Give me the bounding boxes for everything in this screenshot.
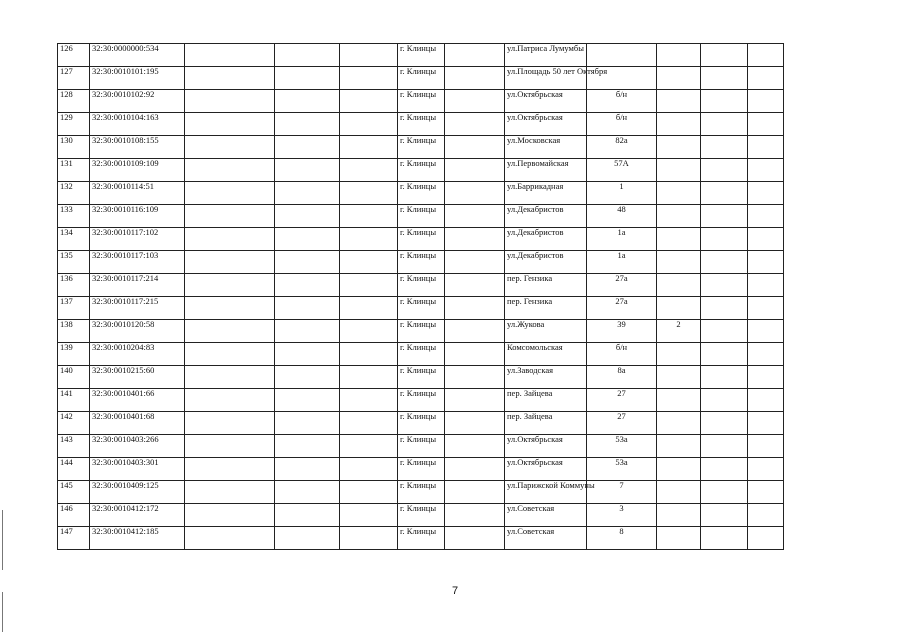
- table-row: [58, 228, 784, 251]
- registry-table: [57, 43, 784, 550]
- empty-cell: [340, 458, 398, 481]
- empty-cell: [275, 44, 340, 67]
- empty-cell: [701, 435, 748, 458]
- empty-cell: [185, 159, 275, 182]
- empty-cell: [340, 527, 398, 550]
- empty-cell: [701, 44, 748, 67]
- empty-cell: [701, 113, 748, 136]
- empty-cell: [185, 320, 275, 343]
- empty-cell: [275, 251, 340, 274]
- empty-cell: [185, 205, 275, 228]
- cadastral-number: 32:30:0010412:185: [90, 527, 185, 550]
- table-row: [58, 90, 784, 113]
- house-number-cell: б/н: [587, 113, 657, 136]
- city-cell: г. Клинцы: [398, 458, 445, 481]
- table-row: [58, 251, 784, 274]
- extra-cell: [657, 251, 701, 274]
- house-number-cell: 8а: [587, 366, 657, 389]
- street-cell: ул.Площадь 50 лет Октября: [505, 67, 587, 90]
- empty-cell: [275, 297, 340, 320]
- empty-cell: [185, 435, 275, 458]
- empty-cell: [275, 228, 340, 251]
- table-row: [58, 44, 784, 67]
- empty-cell: [445, 251, 505, 274]
- table-row: [58, 113, 784, 136]
- extra-cell: [657, 90, 701, 113]
- cadastral-number: 32:30:0010114:51: [90, 182, 185, 205]
- house-number-cell: 48: [587, 205, 657, 228]
- cadastral-number: 32:30:0000000:534: [90, 44, 185, 67]
- empty-cell: [748, 113, 784, 136]
- empty-cell: [748, 504, 784, 527]
- cadastral-number: 32:30:0010403:301: [90, 458, 185, 481]
- house-number-cell: 39: [587, 320, 657, 343]
- street-cell: ул.Баррикадная: [505, 182, 587, 205]
- table-row: [58, 343, 784, 366]
- empty-cell: [445, 458, 505, 481]
- empty-cell: [748, 228, 784, 251]
- street-cell: ул.Советская: [505, 504, 587, 527]
- row-number: 140: [58, 366, 90, 389]
- empty-cell: [340, 412, 398, 435]
- empty-cell: [185, 458, 275, 481]
- empty-cell: [701, 67, 748, 90]
- house-number-cell: 1а: [587, 251, 657, 274]
- empty-cell: [445, 113, 505, 136]
- extra-cell: [657, 366, 701, 389]
- empty-cell: [748, 481, 784, 504]
- empty-cell: [340, 113, 398, 136]
- extra-cell: [657, 527, 701, 550]
- street-cell: ул.Октябрьская: [505, 90, 587, 113]
- house-number-cell: б/н: [587, 343, 657, 366]
- empty-cell: [445, 90, 505, 113]
- empty-cell: [445, 274, 505, 297]
- house-number-cell: 53а: [587, 458, 657, 481]
- cadastral-number: 32:30:0010403:266: [90, 435, 185, 458]
- table-row: [58, 481, 784, 504]
- empty-cell: [701, 527, 748, 550]
- empty-cell: [701, 366, 748, 389]
- street-cell: ул.Жукова: [505, 320, 587, 343]
- row-number: 132: [58, 182, 90, 205]
- empty-cell: [701, 504, 748, 527]
- empty-cell: [275, 481, 340, 504]
- cadastral-number: 32:30:0010117:215: [90, 297, 185, 320]
- empty-cell: [445, 412, 505, 435]
- empty-cell: [445, 205, 505, 228]
- city-cell: г. Клинцы: [398, 251, 445, 274]
- house-number-cell: 1а: [587, 228, 657, 251]
- empty-cell: [275, 205, 340, 228]
- row-number: 143: [58, 435, 90, 458]
- empty-cell: [185, 412, 275, 435]
- empty-cell: [748, 90, 784, 113]
- empty-cell: [701, 274, 748, 297]
- extra-cell: [657, 228, 701, 251]
- empty-cell: [185, 297, 275, 320]
- empty-cell: [445, 159, 505, 182]
- city-cell: г. Клинцы: [398, 90, 445, 113]
- empty-cell: [185, 527, 275, 550]
- empty-cell: [340, 389, 398, 412]
- cadastral-number: 32:30:0010104:163: [90, 113, 185, 136]
- empty-cell: [275, 90, 340, 113]
- empty-cell: [748, 251, 784, 274]
- row-number: 142: [58, 412, 90, 435]
- city-cell: г. Клинцы: [398, 320, 445, 343]
- empty-cell: [445, 44, 505, 67]
- empty-cell: [185, 44, 275, 67]
- row-number: 131: [58, 159, 90, 182]
- table-row: [58, 320, 784, 343]
- page-number: 7: [451, 585, 459, 597]
- extra-cell: [657, 481, 701, 504]
- street-cell: ул.Парижской Коммуны: [505, 481, 587, 504]
- house-number-cell: 7: [587, 481, 657, 504]
- empty-cell: [748, 67, 784, 90]
- empty-cell: [275, 159, 340, 182]
- empty-cell: [340, 205, 398, 228]
- city-cell: г. Клинцы: [398, 435, 445, 458]
- empty-cell: [275, 182, 340, 205]
- empty-cell: [748, 389, 784, 412]
- empty-cell: [275, 389, 340, 412]
- street-cell: пер. Гензика: [505, 297, 587, 320]
- row-number: 147: [58, 527, 90, 550]
- empty-cell: [701, 320, 748, 343]
- city-cell: г. Клинцы: [398, 136, 445, 159]
- empty-cell: [185, 504, 275, 527]
- row-number: 144: [58, 458, 90, 481]
- cadastral-number: 32:30:0010109:109: [90, 159, 185, 182]
- street-cell: ул.Декабристов: [505, 205, 587, 228]
- cadastral-number: 32:30:0010108:155: [90, 136, 185, 159]
- extra-cell: [657, 343, 701, 366]
- empty-cell: [340, 67, 398, 90]
- extra-cell: [657, 504, 701, 527]
- row-number: 128: [58, 90, 90, 113]
- street-cell: пер. Зайцева: [505, 412, 587, 435]
- empty-cell: [701, 90, 748, 113]
- table-row: [58, 366, 784, 389]
- table-row: [58, 389, 784, 412]
- street-cell: ул.Октябрьская: [505, 458, 587, 481]
- row-number: 146: [58, 504, 90, 527]
- empty-cell: [340, 274, 398, 297]
- empty-cell: [445, 435, 505, 458]
- row-number: 139: [58, 343, 90, 366]
- house-number-cell: 82а: [587, 136, 657, 159]
- extra-cell: [657, 458, 701, 481]
- street-cell: ул.Первомайская: [505, 159, 587, 182]
- empty-cell: [275, 458, 340, 481]
- cadastral-number: 32:30:0010409:125: [90, 481, 185, 504]
- empty-cell: [340, 366, 398, 389]
- empty-cell: [445, 389, 505, 412]
- empty-cell: [185, 481, 275, 504]
- house-number-cell: 27: [587, 389, 657, 412]
- house-number-cell: 1: [587, 182, 657, 205]
- empty-cell: [701, 343, 748, 366]
- empty-cell: [340, 481, 398, 504]
- empty-cell: [340, 435, 398, 458]
- left-margin-mark: [2, 510, 3, 570]
- empty-cell: [185, 228, 275, 251]
- city-cell: г. Клинцы: [398, 228, 445, 251]
- extra-cell: [657, 435, 701, 458]
- empty-cell: [748, 159, 784, 182]
- left-margin-mark: [2, 592, 3, 632]
- empty-cell: [275, 527, 340, 550]
- empty-cell: [275, 504, 340, 527]
- empty-cell: [701, 251, 748, 274]
- empty-cell: [340, 504, 398, 527]
- city-cell: г. Клинцы: [398, 389, 445, 412]
- table-row: [58, 297, 784, 320]
- cadastral-number: 32:30:0010120:58: [90, 320, 185, 343]
- city-cell: г. Клинцы: [398, 274, 445, 297]
- street-cell: ул.Московская: [505, 136, 587, 159]
- empty-cell: [340, 251, 398, 274]
- empty-cell: [748, 182, 784, 205]
- empty-cell: [701, 136, 748, 159]
- city-cell: г. Клинцы: [398, 297, 445, 320]
- empty-cell: [340, 159, 398, 182]
- city-cell: г. Клинцы: [398, 205, 445, 228]
- empty-cell: [185, 136, 275, 159]
- empty-cell: [185, 251, 275, 274]
- table-row: [58, 205, 784, 228]
- house-number-cell: 27а: [587, 274, 657, 297]
- empty-cell: [445, 136, 505, 159]
- house-number-cell: 8: [587, 527, 657, 550]
- row-number: 129: [58, 113, 90, 136]
- cadastral-number: 32:30:0010117:103: [90, 251, 185, 274]
- table-row: [58, 136, 784, 159]
- empty-cell: [701, 412, 748, 435]
- cadastral-number: 32:30:0010117:214: [90, 274, 185, 297]
- empty-cell: [340, 228, 398, 251]
- empty-cell: [445, 67, 505, 90]
- extra-cell: [657, 412, 701, 435]
- house-number-cell: 27: [587, 412, 657, 435]
- city-cell: г. Клинцы: [398, 481, 445, 504]
- empty-cell: [748, 366, 784, 389]
- registry-body: [58, 44, 784, 550]
- cadastral-number: 32:30:0010412:172: [90, 504, 185, 527]
- extra-cell: 2: [657, 320, 701, 343]
- empty-cell: [185, 343, 275, 366]
- extra-cell: [657, 67, 701, 90]
- extra-cell: [657, 44, 701, 67]
- empty-cell: [185, 389, 275, 412]
- cadastral-number: 32:30:0010215:60: [90, 366, 185, 389]
- empty-cell: [748, 205, 784, 228]
- empty-cell: [748, 136, 784, 159]
- table-row: [58, 182, 784, 205]
- empty-cell: [445, 228, 505, 251]
- cadastral-number: 32:30:0010204:83: [90, 343, 185, 366]
- empty-cell: [701, 182, 748, 205]
- empty-cell: [748, 343, 784, 366]
- row-number: 127: [58, 67, 90, 90]
- empty-cell: [340, 182, 398, 205]
- table-row: [58, 274, 784, 297]
- row-number: 137: [58, 297, 90, 320]
- table-row: [58, 458, 784, 481]
- street-cell: ул.Октябрьская: [505, 435, 587, 458]
- empty-cell: [445, 297, 505, 320]
- empty-cell: [445, 504, 505, 527]
- empty-cell: [748, 274, 784, 297]
- table-row: [58, 67, 784, 90]
- cadastral-number: 32:30:0010401:66: [90, 389, 185, 412]
- street-cell: ул.Патриса Лумумбы: [505, 44, 587, 67]
- empty-cell: [275, 343, 340, 366]
- street-cell: ул.Заводская: [505, 366, 587, 389]
- table-row: [58, 159, 784, 182]
- empty-cell: [185, 113, 275, 136]
- extra-cell: [657, 136, 701, 159]
- row-number: 134: [58, 228, 90, 251]
- empty-cell: [701, 481, 748, 504]
- city-cell: г. Клинцы: [398, 67, 445, 90]
- cadastral-number: 32:30:0010116:109: [90, 205, 185, 228]
- empty-cell: [275, 366, 340, 389]
- empty-cell: [185, 182, 275, 205]
- empty-cell: [748, 320, 784, 343]
- empty-cell: [340, 90, 398, 113]
- empty-cell: [275, 412, 340, 435]
- empty-cell: [701, 228, 748, 251]
- extra-cell: [657, 274, 701, 297]
- row-number: 141: [58, 389, 90, 412]
- empty-cell: [748, 458, 784, 481]
- empty-cell: [275, 435, 340, 458]
- house-number-cell: [587, 44, 657, 67]
- empty-cell: [701, 458, 748, 481]
- empty-cell: [748, 412, 784, 435]
- row-number: 130: [58, 136, 90, 159]
- empty-cell: [185, 90, 275, 113]
- empty-cell: [340, 136, 398, 159]
- empty-cell: [340, 44, 398, 67]
- house-number-cell: 27а: [587, 297, 657, 320]
- table-row: [58, 435, 784, 458]
- empty-cell: [445, 320, 505, 343]
- empty-cell: [340, 297, 398, 320]
- city-cell: г. Клинцы: [398, 159, 445, 182]
- extra-cell: [657, 182, 701, 205]
- empty-cell: [445, 182, 505, 205]
- street-cell: ул.Советская: [505, 527, 587, 550]
- row-number: 145: [58, 481, 90, 504]
- house-number-cell: 57А: [587, 159, 657, 182]
- empty-cell: [748, 435, 784, 458]
- empty-cell: [701, 159, 748, 182]
- row-number: 126: [58, 44, 90, 67]
- empty-cell: [748, 527, 784, 550]
- extra-cell: [657, 297, 701, 320]
- empty-cell: [748, 297, 784, 320]
- city-cell: г. Клинцы: [398, 44, 445, 67]
- city-cell: г. Клинцы: [398, 504, 445, 527]
- row-number: 136: [58, 274, 90, 297]
- empty-cell: [445, 527, 505, 550]
- empty-cell: [185, 274, 275, 297]
- empty-cell: [445, 343, 505, 366]
- empty-cell: [275, 67, 340, 90]
- city-cell: г. Клинцы: [398, 182, 445, 205]
- empty-cell: [340, 320, 398, 343]
- row-number: 135: [58, 251, 90, 274]
- house-number-cell: б/н: [587, 90, 657, 113]
- empty-cell: [340, 343, 398, 366]
- table-row: [58, 527, 784, 550]
- city-cell: г. Клинцы: [398, 527, 445, 550]
- empty-cell: [275, 274, 340, 297]
- street-cell: пер. Гензика: [505, 274, 587, 297]
- street-cell: пер. Зайцева: [505, 389, 587, 412]
- city-cell: г. Клинцы: [398, 366, 445, 389]
- empty-cell: [445, 366, 505, 389]
- empty-cell: [701, 205, 748, 228]
- empty-cell: [445, 481, 505, 504]
- house-number-cell: 3: [587, 504, 657, 527]
- cadastral-number: 32:30:0010401:68: [90, 412, 185, 435]
- street-cell: ул.Октябрьская: [505, 113, 587, 136]
- row-number: 138: [58, 320, 90, 343]
- empty-cell: [748, 44, 784, 67]
- street-cell: ул.Декабристов: [505, 251, 587, 274]
- city-cell: г. Клинцы: [398, 113, 445, 136]
- table-row: [58, 504, 784, 527]
- cadastral-number: 32:30:0010101:195: [90, 67, 185, 90]
- extra-cell: [657, 113, 701, 136]
- empty-cell: [701, 297, 748, 320]
- row-number: 133: [58, 205, 90, 228]
- empty-cell: [185, 366, 275, 389]
- city-cell: г. Клинцы: [398, 412, 445, 435]
- street-cell: ул.Декабристов: [505, 228, 587, 251]
- street-cell: Комсомольская: [505, 343, 587, 366]
- city-cell: г. Клинцы: [398, 343, 445, 366]
- empty-cell: [275, 113, 340, 136]
- extra-cell: [657, 389, 701, 412]
- cadastral-number: 32:30:0010102:92: [90, 90, 185, 113]
- empty-cell: [275, 136, 340, 159]
- extra-cell: [657, 205, 701, 228]
- house-number-cell: 53а: [587, 435, 657, 458]
- table-row: [58, 412, 784, 435]
- empty-cell: [185, 67, 275, 90]
- cadastral-number: 32:30:0010117:102: [90, 228, 185, 251]
- empty-cell: [701, 389, 748, 412]
- extra-cell: [657, 159, 701, 182]
- empty-cell: [275, 320, 340, 343]
